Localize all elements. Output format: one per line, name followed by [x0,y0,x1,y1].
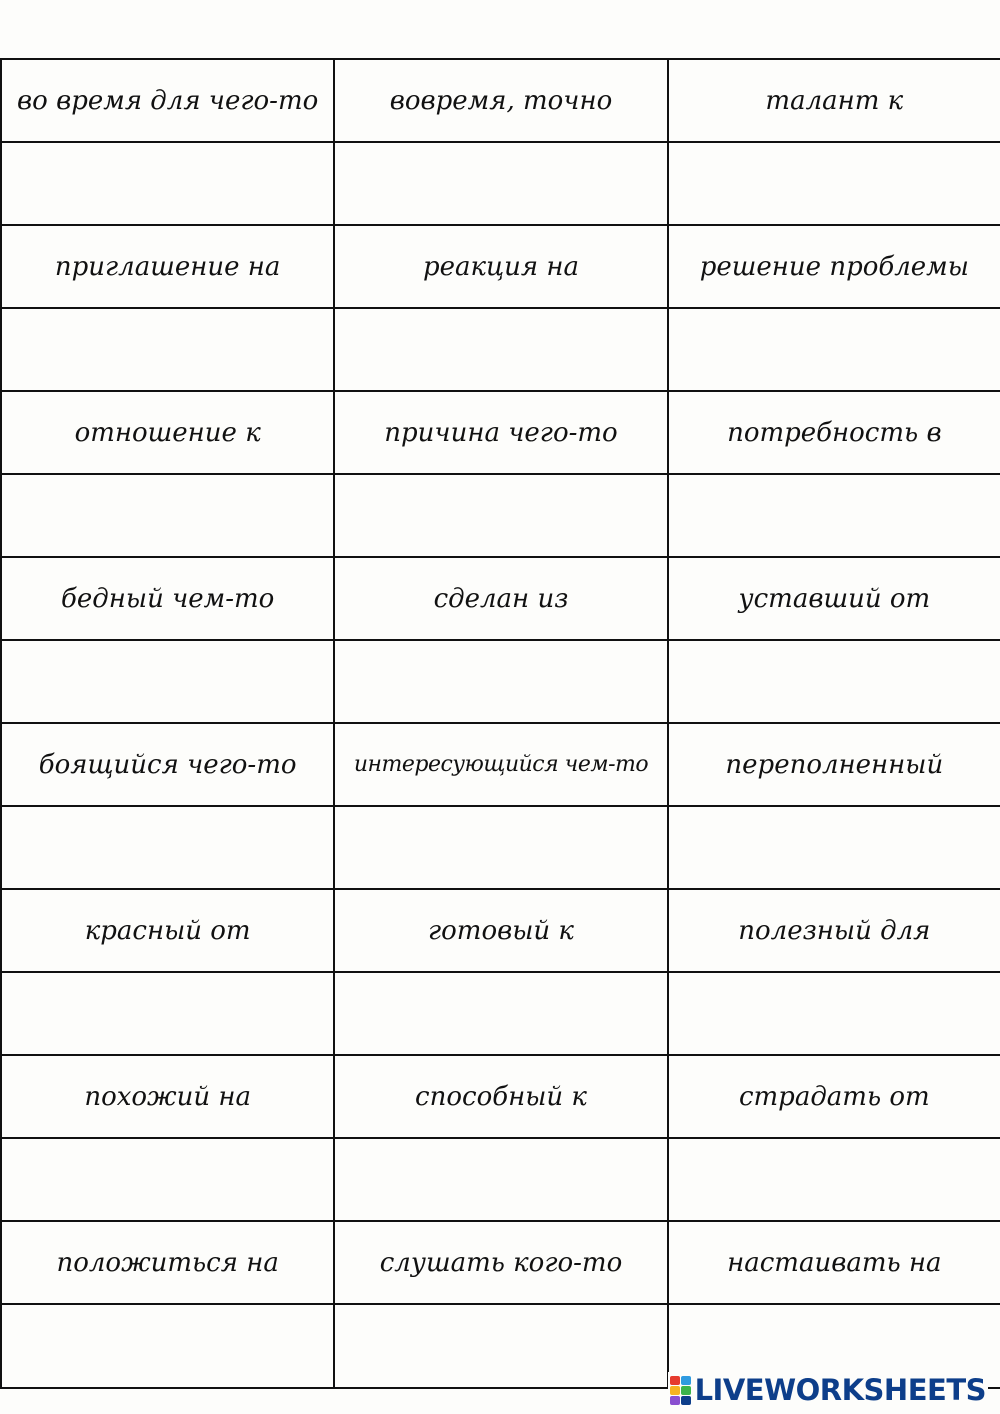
phrase-cell: настаивать на [668,1221,1000,1304]
phrase-cell: слушать кого-то [334,1221,667,1304]
logo-square [681,1386,691,1395]
answer-cell[interactable] [334,308,667,391]
answer-cell[interactable] [668,1138,1000,1221]
logo-square [681,1396,691,1405]
phrase-row [1,1221,1000,1304]
answer-cell[interactable] [334,1138,667,1221]
logo-square [670,1386,680,1395]
logo-square [681,1376,691,1385]
answer-cell[interactable] [334,640,667,723]
phrase-row [1,889,1000,972]
phrase-cell: реакция на [334,225,667,308]
phrase-cell: интересующийся чем-то [334,723,667,806]
phrase-cell: потребность в [668,391,1000,474]
phrase-cell: полезный для [668,889,1000,972]
phrase-cell: готовый к [334,889,667,972]
answer-cell[interactable] [334,972,667,1055]
answer-cell[interactable] [668,806,1000,889]
logo-square [670,1376,680,1385]
phrase-row [1,59,1000,142]
answer-row [1,308,1000,391]
answer-cell[interactable] [334,806,667,889]
answer-cell[interactable] [1,1304,334,1388]
answer-row [1,806,1000,889]
answer-cell[interactable] [334,142,667,225]
phrase-row [1,723,1000,806]
liveworksheets-logo-icon [670,1376,691,1405]
vocabulary-grid [0,58,1000,1389]
answer-row [1,142,1000,225]
watermark-text: LIVEWORKSHEETS [694,1373,986,1407]
answer-cell[interactable] [334,1304,667,1388]
liveworksheets-watermark [668,1372,988,1408]
logo-square [670,1396,680,1405]
answer-row [1,640,1000,723]
phrase-cell: бедный чем-то [1,557,334,640]
answer-cell[interactable] [668,142,1000,225]
answer-cell[interactable] [334,474,667,557]
phrase-cell: вовремя, точно [334,59,667,142]
phrase-cell: сделан из [334,557,667,640]
phrase-cell: уставший от [668,557,1000,640]
phrase-cell: решение проблемы [668,225,1000,308]
answer-cell[interactable] [668,474,1000,557]
phrase-row [1,391,1000,474]
answer-cell[interactable] [1,142,334,225]
phrase-row [1,225,1000,308]
phrase-cell: положиться на [1,1221,334,1304]
phrase-cell: переполненный [668,723,1000,806]
answer-cell[interactable] [668,308,1000,391]
answer-cell[interactable] [1,1138,334,1221]
phrase-cell: причина чего-то [334,391,667,474]
phrase-cell: способный к [334,1055,667,1138]
answer-cell[interactable] [1,640,334,723]
answer-row [1,972,1000,1055]
phrase-cell: похожий на [1,1055,334,1138]
answer-row [1,1138,1000,1221]
phrase-row [1,1055,1000,1138]
phrase-cell: страдать от [668,1055,1000,1138]
phrase-cell: боящийся чего-то [1,723,334,806]
phrase-cell: во время для чего-то [1,59,334,142]
answer-cell[interactable] [668,972,1000,1055]
phrase-cell: красный от [1,889,334,972]
answer-cell[interactable] [1,972,334,1055]
answer-cell[interactable] [1,308,334,391]
answer-cell[interactable] [1,474,334,557]
phrase-row [1,557,1000,640]
phrase-cell: приглашение на [1,225,334,308]
phrase-cell: талант к [668,59,1000,142]
phrase-cell: отношение к [1,391,334,474]
answer-cell[interactable] [668,640,1000,723]
answer-row [1,474,1000,557]
answer-cell[interactable] [1,806,334,889]
